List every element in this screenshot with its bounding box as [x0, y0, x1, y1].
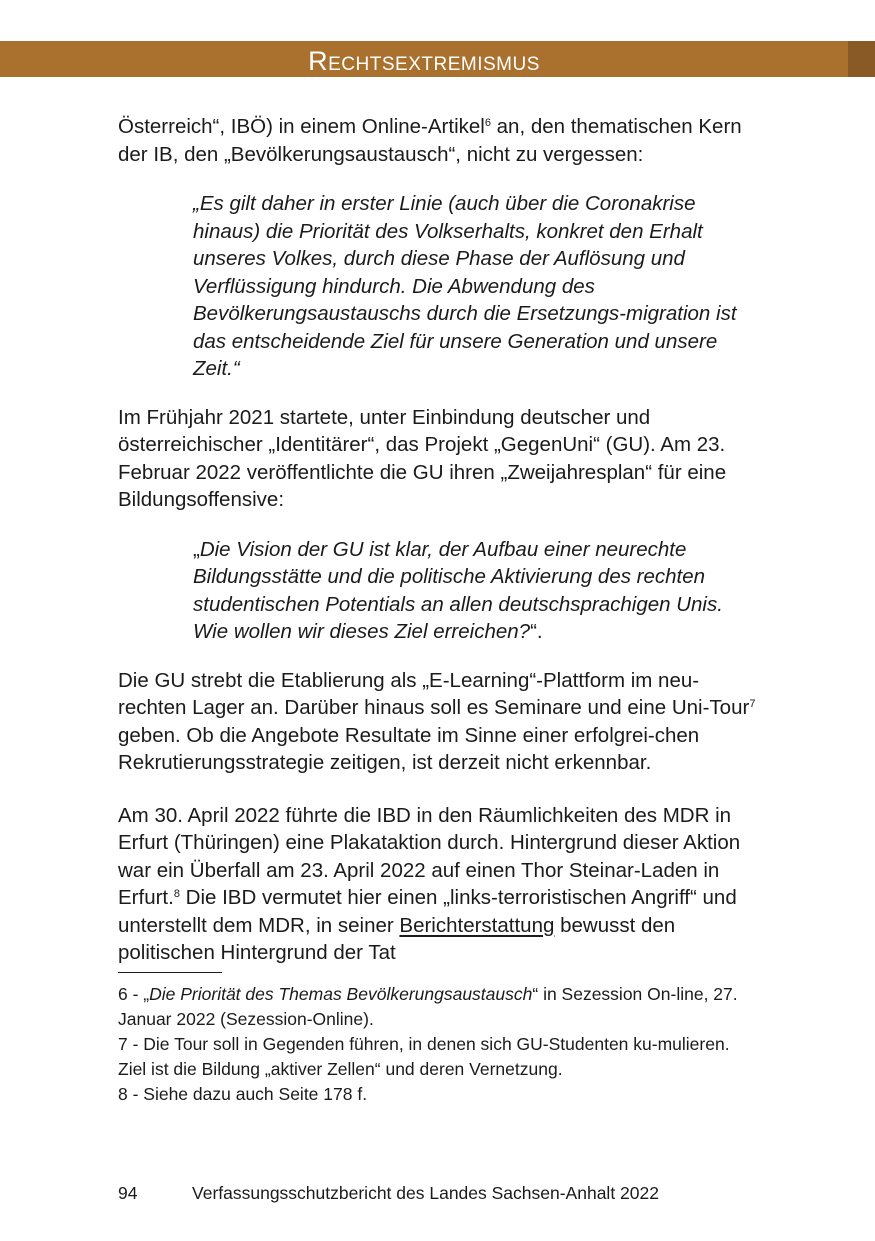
page-content [118, 113, 758, 1107]
paragraph-4-text-a: Am 30. April 2022 führte die IBD in den Räumlichkeiten des MDR in Erfurt (Thüringen) eine Plakataktion durch. Hintergrund dieser Aktion war ein Überfall am 23. April 2022 auf einen Thor Steinar-Laden in Erfurt. [118, 803, 741, 909]
paragraph-4-text-b: Die IBD vermutet hier einen „links-terroristischen Angriff“ und unterstellt dem MDR, in seiner [118, 886, 737, 937]
footnote-6-rest: “ in Sezession On-line, 27. Januar 2022 (Sezession-Online). [118, 983, 738, 1029]
paragraph-4-text-c: bewusst den politischen Hintergrund der Tat [118, 913, 676, 964]
paragraph-2: Im Frühjahr 2021 startete, unter Einbindung deutscher und österreichischer „Identitärer“, das Projekt „GegenUni“ (GU). Am 23. Februar 2022 veröffentlichte die GU ihren „Zweijahresplan“ für eine Bildungsoffensive: [118, 405, 727, 511]
quote-1: „Es gilt daher in erster Linie (auch über die Coronakrise hinaus) die Priorität des Volkserhalts, konkret den Erhalt unseres Volkes, durch diese Phase der Auflösung und Verflüssigung hindurch. Die Abwendung des Bevölkerungsaustauschs durch die Ersetzungs-migration ist das entscheidende Ziel für unsere Generation und unsere Zeit.“ [193, 192, 737, 380]
footnote-7: 7 - Die Tour soll in Gegenden führen, in denen sich GU-Studenten ku-mulieren. Ziel ist die Bildung „aktiver Zellen“ und deren Vernetzung. [118, 1033, 730, 1079]
quote-2 [193, 536, 758, 646]
paragraph-1-text-a: Österreich“, IBÖ) in einem Online-Artikel [118, 115, 485, 138]
section-title: Rechtsextremismus [308, 46, 540, 76]
footnote-ref-6: 6 [484, 117, 491, 129]
paragraph-4 [118, 802, 758, 967]
header-edge-tab [848, 41, 875, 77]
publication-title: Verfassungsschutzbericht des Landes Sachsen-Anhalt 2022 [192, 1183, 659, 1203]
paragraph-3 [118, 667, 758, 777]
footnote-ref-7: 7 [749, 698, 756, 710]
paragraph-3-text-a: Die GU strebt die Etablierung als „E-Learning“-Plattform im neu-rechten Lager an. Darüber hinaus soll es Seminare und eine Uni-Tour [118, 668, 750, 719]
footnote-6-title: Die Priorität des Themas Bevölkerungsaustausch [149, 983, 533, 1004]
quote-2-close: “. [530, 620, 543, 643]
paragraph-4-underlined-word: Berichterstattung [399, 913, 555, 937]
paragraph-1 [118, 113, 758, 168]
footnote-8: 8 - Siehe dazu auch Seite 178 f. [118, 1083, 368, 1104]
quote-2-open: „ [193, 537, 200, 561]
page-footer [118, 1181, 818, 1205]
paragraph-1-text-b: an, den thematischen Kern der IB, den „Bevölkerungsaustausch“, nicht zu vergessen: [118, 115, 742, 166]
footnote-6-prefix: 6 - „ [118, 983, 150, 1004]
footnote-6 [118, 982, 758, 1032]
footnote-separator [118, 972, 222, 973]
quote-2-text: Die Vision der GU ist klar, der Aufbau einer neurechte Bildungsstätte und die politische Aktivierung des rechten studentischen Potentials an allen deutschsprachigen Unis. Wie wollen wir dieses Ziel erreichen? [193, 537, 723, 643]
footnote-ref-8: 8 [173, 888, 180, 900]
page-number: 94 [118, 1183, 138, 1203]
paragraph-3-text-b: geben. Ob die Angebote Resultate im Sinne einer erfolgrei-chen Rekrutierungsstrategie zeitigen, ist derzeit nicht erkennbar. [118, 723, 700, 774]
